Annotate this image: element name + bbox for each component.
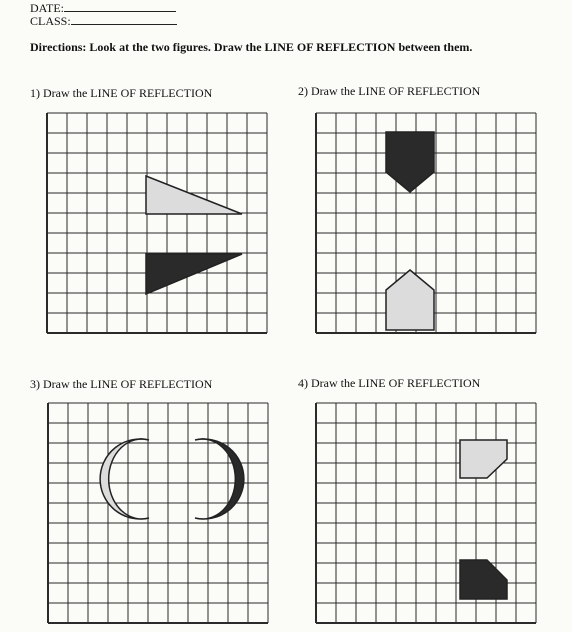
class-line xyxy=(30,13,177,28)
problem-3-grid[interactable] xyxy=(45,400,271,626)
problem-4-grid[interactable] xyxy=(313,400,539,626)
problem-1-dark-triangle xyxy=(146,254,242,294)
problem-4-dark-pentagon xyxy=(460,560,507,599)
problem-4-title: 4) Draw the LINE OF REFLECTION xyxy=(298,376,481,390)
problem-3-title: 3) Draw the LINE OF REFLECTION xyxy=(30,377,213,391)
problem-4-light-pentagon xyxy=(460,440,507,478)
date-label: DATE: xyxy=(30,1,64,15)
problem-1-title: 1) Draw the LINE OF REFLECTION xyxy=(30,86,213,100)
problem-2-dark-pentagon xyxy=(386,132,434,192)
problem-1-light-triangle xyxy=(146,176,242,214)
problem-3-light-crescent xyxy=(100,439,149,519)
problem-3-dark-crescent xyxy=(195,439,244,519)
class-blank[interactable] xyxy=(71,13,177,25)
class-label: CLASS: xyxy=(30,14,71,28)
directions-text: Directions: Look at the two figures. Draw the LINE OF REFLECTION between them. xyxy=(30,40,473,54)
problem-2-light-pentagon xyxy=(386,270,434,330)
problem-2-grid[interactable] xyxy=(313,110,539,336)
problem-2-title: 2) Draw the LINE OF REFLECTION xyxy=(298,84,481,98)
problem-1-grid[interactable] xyxy=(44,110,270,336)
date-blank[interactable] xyxy=(64,0,176,12)
